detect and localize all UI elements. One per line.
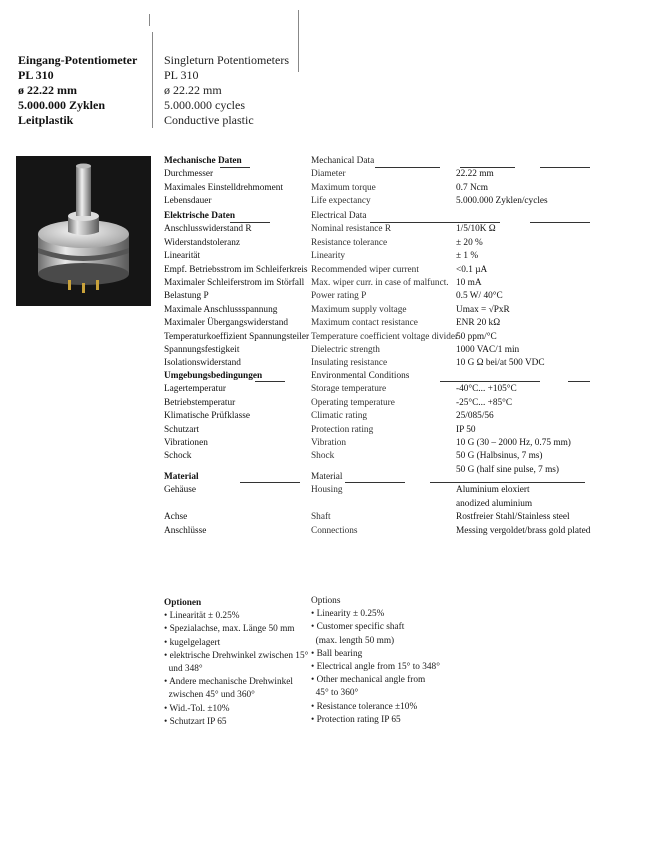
options-heading: Optionen	[164, 598, 202, 608]
spec-label-de: Klimatische Prüfklasse	[164, 411, 250, 422]
option-item: • Electrical angle from 15° to 348°	[311, 662, 440, 673]
spec-label-de: Spannungsfestigkeit	[164, 344, 240, 355]
spec-label-de: Achse	[164, 512, 188, 523]
spec-row	[164, 410, 604, 423]
header-de-line: PL 310	[18, 68, 54, 82]
header-divider-right	[298, 10, 299, 72]
options-heading: Options	[311, 596, 341, 606]
spec-label-en: Temperature coefficient voltage divider	[311, 331, 459, 342]
section-rule	[440, 381, 540, 382]
spec-value: 22.22 mm	[456, 169, 494, 180]
spec-label-de: Maximaler Schleiferstrom im Störfall	[164, 277, 305, 288]
section-heading-en: Electrical Data	[311, 211, 367, 221]
section-heading-de: Material	[164, 472, 199, 482]
section-rule	[230, 222, 270, 223]
electrical-section	[164, 210, 604, 371]
spec-value: 10 G Ω bei/at 500 VDC	[456, 358, 545, 369]
spec-value: 1/5/10K Ω	[456, 224, 496, 235]
section-heading-de: Mechanische Daten	[164, 156, 242, 166]
header-en-line: Singleturn Potentiometers	[164, 53, 289, 67]
spec-label-de: Lebensdauer	[164, 196, 212, 207]
spec-label-en: Shock	[311, 451, 335, 462]
spec-label-de: Belastung P	[164, 291, 209, 302]
spec-label-en: Resistance tolerance	[311, 237, 388, 248]
spec-row	[164, 525, 604, 538]
section-heading-en: Material	[311, 472, 343, 482]
spec-value: 10 G (30 – 2000 Hz, 0.75 mm)	[456, 437, 571, 448]
spec-value: <0.1 µA	[456, 264, 488, 275]
spec-label-en: Maximum supply voltage	[311, 304, 407, 315]
spec-label-de: Temperaturkoeffizient Spannungsteiler	[164, 331, 310, 342]
spec-label-en: Insulating resistance	[311, 358, 388, 369]
option-item: • Protection rating IP 65	[311, 714, 401, 725]
spec-label-en: Maximum contact resistance	[311, 318, 418, 329]
spec-label-de: Anschlüsse	[164, 525, 207, 536]
spec-value: 5.000.000 Zyklen/cycles	[456, 196, 548, 207]
header-en-line: ø 22.22 mm	[164, 83, 222, 97]
spec-row	[164, 304, 604, 317]
option-item: • Linearity ± 0.25%	[311, 609, 385, 620]
mechanical-section	[164, 155, 604, 209]
section-rule	[568, 381, 590, 382]
header-german	[18, 53, 137, 128]
option-item: • elektrische Drehwinkel zwischen 15°	[164, 650, 309, 661]
section-rule	[460, 167, 515, 168]
option-item: • Wid.-Tol. ±10%	[164, 703, 230, 714]
spec-value: 1000 VAC/1 min	[456, 344, 520, 355]
section-rule	[430, 482, 585, 483]
spec-value: 25/085/56	[456, 411, 494, 422]
spec-label-en: Operating temperature	[311, 397, 395, 408]
spec-value: -40°C... +105°C	[456, 384, 517, 395]
section-rule	[375, 167, 440, 168]
option-item: • kugelgelagert	[164, 637, 221, 648]
spec-value: 50 G (Halbsinus, 7 ms)	[456, 451, 543, 462]
spec-value: ± 1 %	[456, 251, 479, 262]
spec-label-de: Anschlusswiderstand R	[164, 224, 252, 235]
spec-label-de: Vibrationen	[164, 437, 208, 448]
spec-row	[164, 168, 604, 181]
spec-value: 10 mA	[456, 277, 482, 288]
spec-value: ENR 20 kΩ	[456, 318, 501, 329]
spec-row	[164, 290, 604, 303]
spec-value: 50 ppm/°C	[456, 331, 497, 342]
option-item: • Other mechanical angle from	[311, 675, 426, 686]
option-item: und 348°	[164, 664, 203, 675]
spec-value: -25°C... +85°C	[456, 397, 513, 408]
header-de-line: 5.000.000 Zyklen	[18, 98, 106, 112]
spec-row	[164, 397, 604, 410]
spec-label-en: Power rating P	[311, 291, 367, 302]
option-item: • Customer specific shaft	[311, 622, 405, 633]
spec-row	[164, 484, 604, 497]
section-rule	[370, 222, 500, 223]
spec-label-en: Nominal resistance R	[311, 224, 392, 235]
section-rule	[530, 222, 590, 223]
spec-label-de: Maximale Anschlussspannung	[164, 304, 278, 315]
spec-label-de: Lagertemperatur	[164, 384, 226, 395]
potentiometer-image	[16, 156, 151, 306]
spec-label-de: Empf. Betriebsstrom im Schleiferkreis	[164, 264, 308, 275]
spec-value: 0.7 Ncm	[456, 182, 489, 193]
section-rule	[345, 482, 405, 483]
header-de-line: Eingang-Potentiometer	[18, 53, 138, 67]
spec-label-en: Storage temperature	[311, 384, 387, 395]
spec-value: Rostfreier Stahl/Stainless steel	[456, 512, 570, 523]
spec-label-de: Linearität	[164, 251, 201, 262]
spec-label-de: Betriebstemperatur	[164, 397, 236, 408]
option-item: (max. length 50 mm)	[311, 635, 395, 646]
option-item: • Schutzart IP 65	[164, 716, 227, 727]
section-rule	[240, 482, 300, 483]
spec-label-de: Schutzart	[164, 424, 200, 435]
spec-label-de: Maximales Einstelldrehmoment	[164, 182, 284, 193]
section-heading-en: Environmental Conditions	[311, 371, 410, 381]
spec-value: Aluminium eloxiert	[456, 485, 530, 496]
spec-row	[164, 331, 604, 344]
spec-value: IP 50	[456, 424, 476, 435]
spec-row	[164, 424, 604, 437]
spec-row	[164, 195, 604, 208]
option-item: • Resistance tolerance ±10%	[311, 701, 418, 712]
header-de-line: Leitplastik	[18, 113, 74, 127]
spec-label-en: Linearity	[311, 251, 346, 262]
option-item: 45° to 360°	[311, 688, 359, 699]
product-photo	[16, 156, 151, 306]
spec-label-en: Housing	[311, 485, 343, 496]
spec-value: 0.5 W/ 40°C	[456, 291, 503, 302]
spec-label-en: Life expectancy	[311, 196, 371, 207]
spec-label-en: Climatic rating	[311, 411, 368, 422]
header-en-line: PL 310	[164, 68, 199, 82]
spec-label-de: Gehäuse	[164, 485, 197, 496]
spec-row	[164, 237, 604, 250]
spec-label-en: Max. wiper curr. in case of malfunct.	[311, 277, 449, 288]
top-tick-mark	[149, 14, 150, 26]
spec-row	[164, 450, 604, 463]
spec-row	[164, 344, 604, 357]
spec-row	[164, 223, 604, 236]
option-item: zwischen 45° und 360°	[164, 690, 255, 701]
section-heading-en: Mechanical Data	[311, 156, 375, 166]
spec-row	[164, 383, 604, 396]
spec-row	[164, 250, 604, 263]
spec-row	[164, 277, 604, 290]
spec-row	[164, 182, 604, 195]
spec-label-en: Maximum torque	[311, 182, 376, 193]
option-item: • Spezialachse, max. Länge 50 mm	[164, 624, 295, 635]
spec-row	[164, 437, 604, 450]
spec-value: ± 20 %	[456, 237, 483, 248]
spec-row	[164, 357, 604, 370]
spec-value: Umax = √PxR	[456, 304, 510, 315]
section-heading-de: Elektrische Daten	[164, 211, 236, 221]
spec-row	[164, 511, 604, 524]
spec-label-de: Isolationswiderstand	[164, 358, 241, 369]
spec-value: anodized aluminium	[456, 498, 533, 509]
section-heading-de: Umgebungsbedingungen	[164, 371, 263, 381]
section-rule	[220, 167, 250, 168]
spec-row	[164, 498, 604, 511]
spec-label-de: Maximaler Übergangswiderstand	[164, 318, 289, 329]
header-english	[164, 53, 289, 128]
spec-label-en: Recommended wiper current	[311, 264, 419, 275]
spec-label-en: Dielectric strength	[311, 344, 380, 355]
spec-label-en: Shaft	[311, 512, 331, 523]
header-en-line: Conductive plastic	[164, 113, 254, 127]
header-en-line: 5.000.000 cycles	[164, 98, 245, 112]
spec-label-en: Protection rating	[311, 424, 374, 435]
spec-label-de: Schock	[164, 451, 192, 462]
environmental-section	[164, 370, 604, 477]
option-item: • Ball bearing	[311, 648, 363, 659]
spec-label-de: Widerstandstoleranz	[164, 237, 241, 248]
section-rule	[540, 167, 590, 168]
spec-label-en: Connections	[311, 525, 358, 536]
options-german	[164, 597, 308, 729]
spec-row	[164, 317, 604, 330]
option-item: • Andere mechanische Drehwinkel	[164, 677, 293, 688]
spec-label-en: Vibration	[311, 437, 347, 448]
section-rule	[255, 381, 285, 382]
header-divider-left	[152, 32, 153, 128]
options-english	[311, 595, 440, 727]
spec-row	[164, 264, 604, 277]
option-item: • Linearität ± 0.25%	[164, 611, 240, 622]
spec-value: 50 G (half sine pulse, 7 ms)	[456, 464, 560, 475]
header-de-line: ø 22.22 mm	[18, 83, 77, 97]
spec-label-en: Diameter	[311, 169, 346, 180]
spec-value: Messing vergoldet/brass gold plated	[456, 525, 591, 536]
spec-label-de: Durchmesser	[164, 169, 214, 180]
